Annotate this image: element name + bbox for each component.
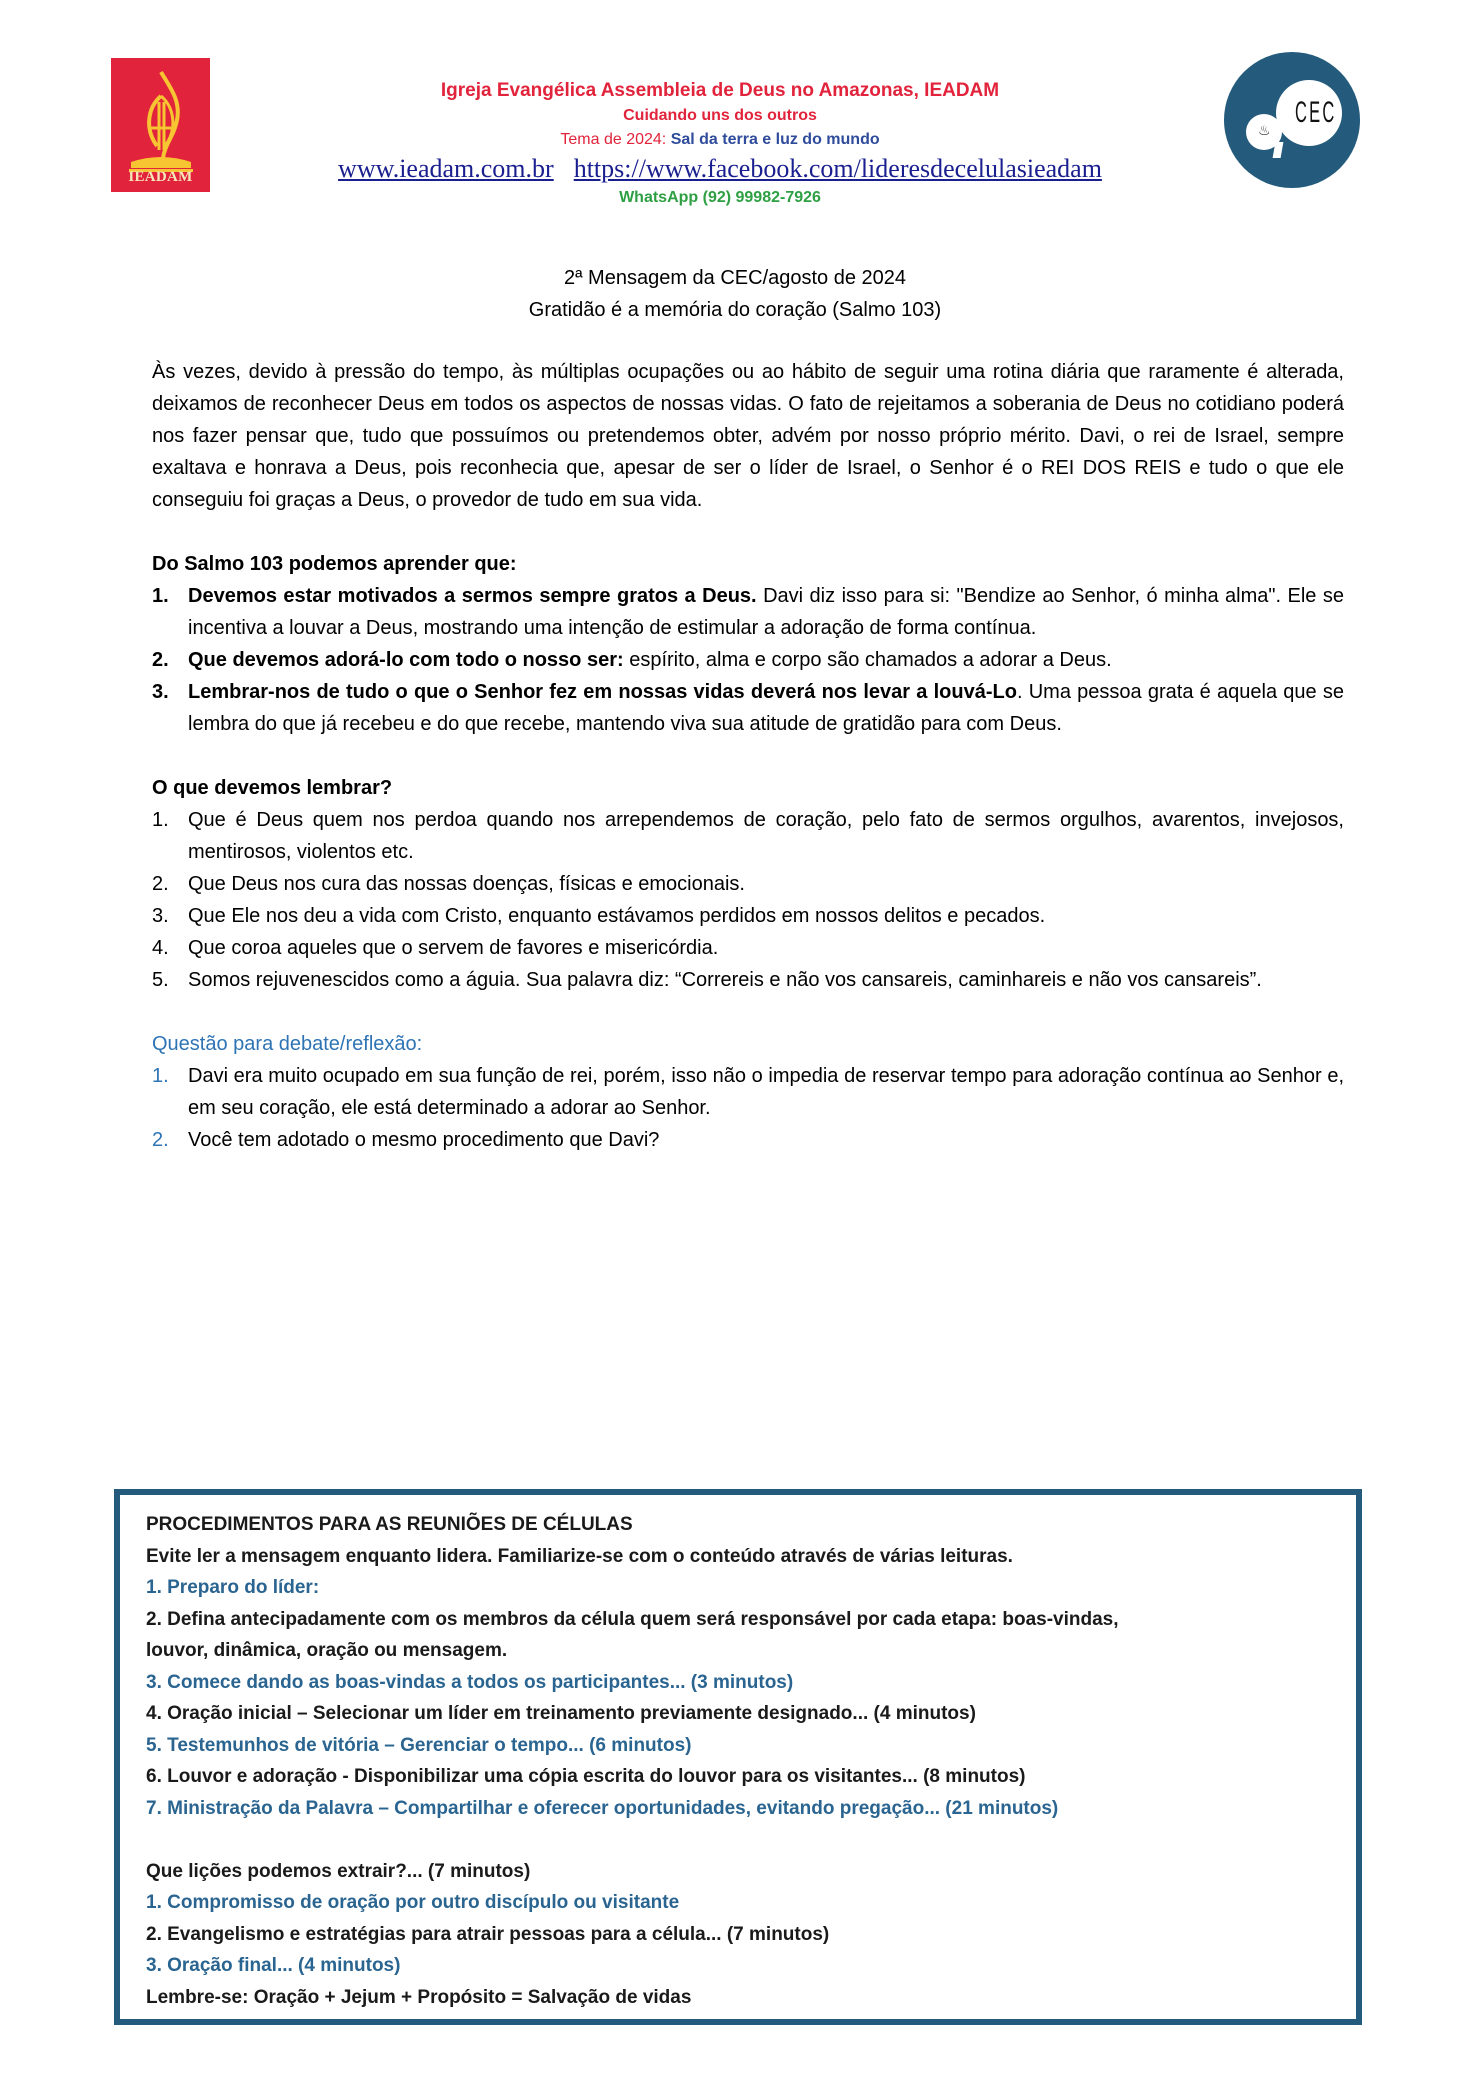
list-item: 3. Que Ele nos deu a vida com Cristo, enquanto estávamos perdidos em nossos delitos e pecados. bbox=[152, 905, 1046, 927]
links-line bbox=[240, 152, 1200, 186]
procedure-step: 4. Oração inicial – Selecionar um líder em treinamento previamente designado... (4 minutos) bbox=[146, 1703, 976, 1724]
procedure-step: 6. Louvor e adoração - Disponibilizar uma cópia escrita do louvor para os visitantes... (8 minutos) bbox=[146, 1766, 1026, 1787]
learn-heading: Do Salmo 103 podemos aprender que: bbox=[152, 553, 517, 575]
lessons-heading: Que lições podemos extrair?... (7 minutos) bbox=[146, 1860, 531, 1882]
org-name: Igreja Evangélica Assembleia de Deus no Amazonas, IEADAM bbox=[440, 80, 1000, 101]
message-title: Gratidão é a memória do coração (Salmo 103) bbox=[528, 299, 942, 321]
list-item: 1. Devemos estar motivados a sermos sempre gratos a Deus. Davi diz isso para si: "Bendize ao Senhor, ó minha alma". Ele se incentiva a louvar a Deus, mostrando uma intenção de estimular a adoração de forma contínua. bbox=[152, 585, 1344, 639]
reminder: Lembre-se: Oração + Jejum + Propósito = Salvação de vidas bbox=[146, 1986, 692, 2008]
mini-flame-icon: ♨ bbox=[1258, 122, 1271, 138]
learn-list bbox=[152, 580, 1344, 740]
lesson-item: 2. Evangelismo e estratégias para atrair pessoas para a célula... (7 minutos) bbox=[146, 1923, 830, 1945]
procedure-step: 3. Comece dando as boas-vindas a todos os participantes... (3 minutos) bbox=[146, 1671, 794, 1693]
message-subtitle: 2ª Mensagem da CEC/agosto de 2024 bbox=[563, 267, 907, 289]
intro-paragraph: Às vezes, devido à pressão do tempo, às múltiplas ocupações ou ao hábito de seguir uma rotina diária que raramente é alterada, deixamos de reconhecer Deus em todos os aspectos de nossas vidas. O fato de rejeitamos a soberania de Deus no cotidiano poderá nos fazer pensar que, tudo que possuímos ou pretendemos obter, advém por nosso próprio mérito. Davi, o rei de Israel, sempre exaltava e honrava a Deus, pois reconhecia que, apesar de ser o líder de Israel, o Senhor é o REI DOS REIS e tudo o que ele conseguiu foi graças a Deus, o provedor de tudo em sua vida. bbox=[152, 361, 1344, 511]
procedures-title: PROCEDIMENTOS PARA AS REUNIÕES DE CÉLULAS bbox=[146, 1514, 633, 1535]
website-link[interactable]: www.ieadam.com.br bbox=[338, 154, 554, 183]
list-item: 3. Lembrar-nos de tudo o que o Senhor fez em nossas vidas deverá nos levar a louvá-Lo. Uma pessoa grata é aquela que se lembra do que já recebeu e do que recebe, mantendo viva sua atitude de gratidão para com Deus. bbox=[152, 681, 1344, 735]
theme-value: Sal da terra e luz do mundo bbox=[670, 131, 880, 148]
cec-logo-text: CEC bbox=[1295, 96, 1337, 129]
procedure-step: 7. Ministração da Palavra – Compartilhar e oferecer oportunidades, evitando pregação... (21 minutos) bbox=[146, 1797, 1059, 1819]
procedure-step: louvor, dinâmica, oração ou mensagem. bbox=[146, 1640, 508, 1661]
list-item: 1. Que é Deus quem nos perdoa quando nos arrependemos de coração, pelo fato de sermos orgulhos, avarentos, invejosos, mentirosos, violentos etc. bbox=[152, 809, 1344, 863]
list-item: 5. Somos rejuvenescidos como a águia. Sua palavra diz: “Correreis e não vos cansareis, caminhareis e não vos cansareis”. bbox=[152, 969, 1262, 991]
questions-list bbox=[152, 1060, 1344, 1156]
procedure-step: 2. Defina antecipadamente com os membros da célula quem será responsável por cada etapa: boas-vindas, bbox=[146, 1608, 1119, 1630]
questions-heading: Questão para debate/reflexão: bbox=[152, 1033, 423, 1055]
procedures-content bbox=[146, 1509, 1336, 2013]
list-item: 2. Você tem adotado o mesmo procedimento que Davi? bbox=[152, 1129, 660, 1151]
ieadam-logo bbox=[111, 58, 210, 192]
list-item: 2. Que devemos adorá-lo com todo o nosso ser: espírito, alma e corpo são chamados a adorar a Deus. bbox=[152, 649, 1112, 671]
list-item: 2. Que Deus nos cura das nossas doenças, físicas e emocionais. bbox=[152, 873, 745, 895]
message-body bbox=[152, 356, 1344, 1156]
cec-logo bbox=[1224, 52, 1360, 188]
remember-list bbox=[152, 804, 1344, 996]
lesson-item: 1. Compromisso de oração por outro discípulo ou visitante bbox=[146, 1892, 680, 1913]
whatsapp-contact: WhatsApp (92) 99982-7926 bbox=[619, 189, 821, 206]
procedures-note: Evite ler a mensagem enquanto lidera. Familiarize-se com o conteúdo através de várias leituras. bbox=[146, 1545, 1013, 1567]
list-item: 4. Que coroa aqueles que o servem de favores e misericórdia. bbox=[152, 937, 719, 959]
letterhead bbox=[240, 78, 1200, 210]
procedure-step: 5. Testemunhos de vitória – Gerenciar o tempo... (6 minutos) bbox=[146, 1734, 692, 1756]
procedures-box bbox=[114, 1489, 1362, 2025]
message-title-block bbox=[0, 262, 1470, 326]
procedure-step: 1. Preparo do líder: bbox=[146, 1577, 320, 1598]
theme-label: Tema de 2024: bbox=[560, 131, 671, 148]
list-item: 1. Davi era muito ocupado em sua função de rei, porém, isso não o impedia de reservar tempo para adoração contínua ao Senhor e, em seu coração, ele está determinado a adorar ao Senhor. bbox=[152, 1065, 1344, 1119]
lesson-item: 3. Oração final... (4 minutos) bbox=[146, 1955, 401, 1976]
motto: Cuidando uns dos outros bbox=[623, 107, 817, 124]
ieadam-logo-text: IEADAM bbox=[128, 169, 193, 185]
theme-line bbox=[240, 128, 1200, 152]
facebook-link[interactable]: https://www.facebook.com/lideresdecelulasieadam bbox=[573, 154, 1102, 183]
remember-heading: O que devemos lembrar? bbox=[152, 777, 393, 799]
